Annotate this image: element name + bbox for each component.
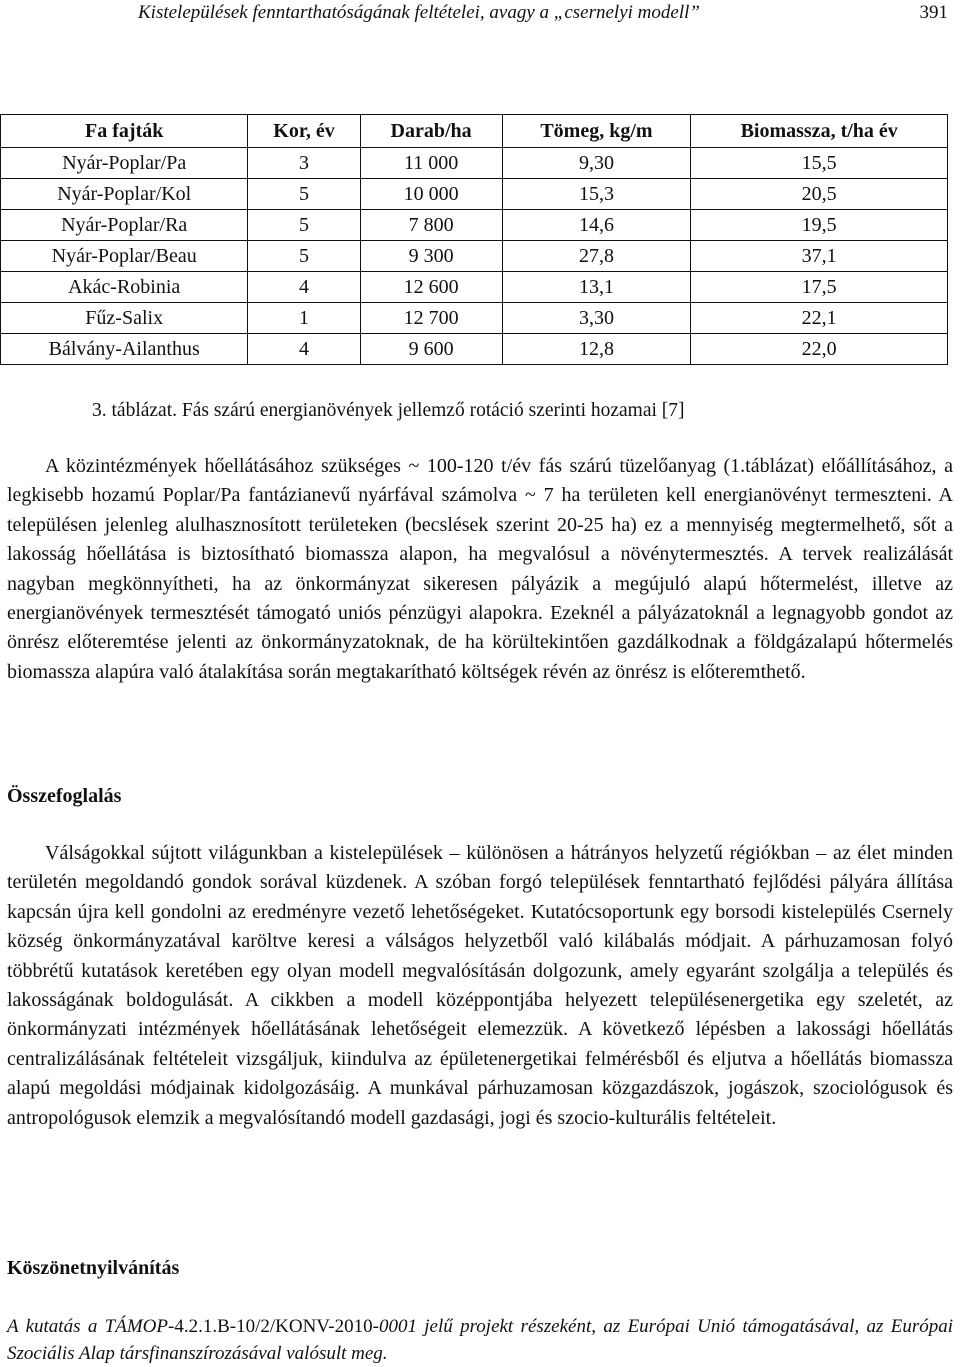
table-cell: 15,3 <box>502 179 691 210</box>
table-cell: 12,8 <box>502 334 691 365</box>
table-caption <box>92 398 685 424</box>
table-cell: 3 <box>248 148 360 179</box>
table-cell: Nyár-Poplar/Pa <box>1 148 248 179</box>
table-cell: 12 700 <box>360 303 502 334</box>
column-header: Tömeg, kg/m <box>502 115 691 148</box>
table-cell: 14,6 <box>502 210 691 241</box>
section-heading: Köszönetnyilvánítás <box>7 1257 180 1279</box>
table-cell: 37,1 <box>691 241 948 272</box>
table-cell: 17,5 <box>691 272 948 303</box>
table-cell: Fűz-Salix <box>1 303 248 334</box>
table-row <box>1 303 948 334</box>
table-cell: 9 300 <box>360 241 502 272</box>
table-row <box>1 148 948 179</box>
section-heading: Összefoglalás <box>7 785 122 807</box>
column-header: Fa fajták <box>1 115 248 148</box>
caption-text: Fás szárú energianövények jellemző rotáció szerinti hozamai [7] <box>181 400 685 421</box>
table-cell: 9 600 <box>360 334 502 365</box>
table-cell: 12 600 <box>360 272 502 303</box>
table-cell: 7 800 <box>360 210 502 241</box>
table-cell: 3,30 <box>502 303 691 334</box>
table-cell: 19,5 <box>691 210 948 241</box>
column-header: Darab/ha <box>360 115 502 148</box>
table-cell: 22,1 <box>691 303 948 334</box>
column-header: Kor, év <box>248 115 360 148</box>
table-cell: 5 <box>248 241 360 272</box>
page-number: 391 <box>919 2 948 23</box>
ack-text-end: 0001 jelű projekt részeként, az Európai Unió támogatásával, az Európai Szociális Alap társfinanszírozásával valósult meg. <box>7 1316 953 1364</box>
paragraph-text: A közintézmények hőellátásához szükséges ~ 100-120 t/év fás szárú tüzelőanyag (1.táblázat) előállításához, a legkisebb hozamú Poplar/Pa fantázianevű nyárfával számolva ~ 7 ha területen kell energianövényt termeszteni. A településen jelenleg alulhasznosított területeken (becslések szerint 20-25 ha) ez a mennyiség megtermelhető, sőt a lakosság hőellátása is biztosítható biomassza alapon, ha megvalósul a növénytermesztés. A tervek realizálását nagyban megkönnyítheti, ha az önkormányzat sikeresen pályázik a megújuló alapú hőtermelést, illetve az energianövények termesztését támogató uniós pénzügyi alapokra. Ezeknél a pályázatoknál a legnagyobb gondot az önrész előteremtése jelenti az önkormányzatoknak, de ha körültekintően gazdálkodnak a földgázalapú hőtermelés biomassza alapúra való átalakítása során megtakarítható költségek révén az önrész is előteremthető. <box>7 455 953 683</box>
table-cell: 10 000 <box>360 179 502 210</box>
column-header: Biomassza, t/ha év <box>691 115 948 148</box>
table-cell: Nyár-Poplar/Beau <box>1 241 248 272</box>
table-row <box>1 241 948 272</box>
table-cell: 5 <box>248 210 360 241</box>
table-row <box>1 179 948 210</box>
table-cell: 11 000 <box>360 148 502 179</box>
table-cell: 1 <box>248 303 360 334</box>
summary-paragraph <box>7 839 953 1133</box>
project-code: -4.2.1.B-10/2/KONV-2010- <box>168 1316 379 1337</box>
table-cell: 9,30 <box>502 148 691 179</box>
table-cell: 27,8 <box>502 241 691 272</box>
table-cell: 5 <box>248 179 360 210</box>
table-cell: 20,5 <box>691 179 948 210</box>
table-cell: 22,0 <box>691 334 948 365</box>
caption-label: 3. táblázat. <box>92 400 177 421</box>
table-cell: 13,1 <box>502 272 691 303</box>
table-cell: 4 <box>248 334 360 365</box>
table-cell: Akác-Robinia <box>1 272 248 303</box>
acknowledgement-text <box>7 1313 953 1367</box>
ack-text-start: A kutatás a TÁMOP <box>7 1316 168 1337</box>
table-cell: 4 <box>248 272 360 303</box>
table-header-row <box>1 115 948 148</box>
paragraph-text: Válságokkal sújtott világunkban a kistelepülések – különösen a hátrányos helyzetű régiókban – az élet minden területén megoldandó gondok sorával küzdenek. A szóban forgó települések fenntartható fejlődési pályára állítása kapcsán újra kell gondolni az eredményre vezető lehetőségeket. Kutatócsoportunk egy borsodi kistelepülés Csernely község önkormányzatával karöltve keresi a válságos helyzetből való kilábalás módjait. A párhuzamosan folyó többrétű kutatások keretében egy olyan modell megvalósításán dolgozunk, amely egyaránt szolgálja a település és lakosságának boldogulását. A cikkben a modell középpontjába helyezett településenergetika egy szeletét, az önkormányzati intézmények hőellátásának lehetőségeit elemezzük. A következő lépésben a lakossági hőellátás centralizálásának feltételeit vizsgáljuk, kiindulva az épületenergetikai felmérésből és eljutva a hőellátás biomassza alapú megoldási módjainak kidolgozásáig. A munkával párhuzamosan közgazdászok, jogászok, szociológusok és antropológusok elemzik a megvalósítandó modell gazdasági, jogi és szocio-kulturális feltételeit. <box>7 842 953 1129</box>
body-paragraph <box>7 452 953 687</box>
table-cell: Nyár-Poplar/Ra <box>1 210 248 241</box>
table-row <box>1 272 948 303</box>
table-cell: Nyár-Poplar/Kol <box>1 179 248 210</box>
biomass-yield-table <box>0 114 948 365</box>
table-cell: 15,5 <box>691 148 948 179</box>
running-header <box>8 0 952 26</box>
table-cell: Bálvány-Ailanthus <box>1 334 248 365</box>
table-row <box>1 334 948 365</box>
table-row <box>1 210 948 241</box>
running-title: Kistelepülések fenntarthatóságának feltételei, avagy a „csernelyi modell” <box>138 2 700 23</box>
